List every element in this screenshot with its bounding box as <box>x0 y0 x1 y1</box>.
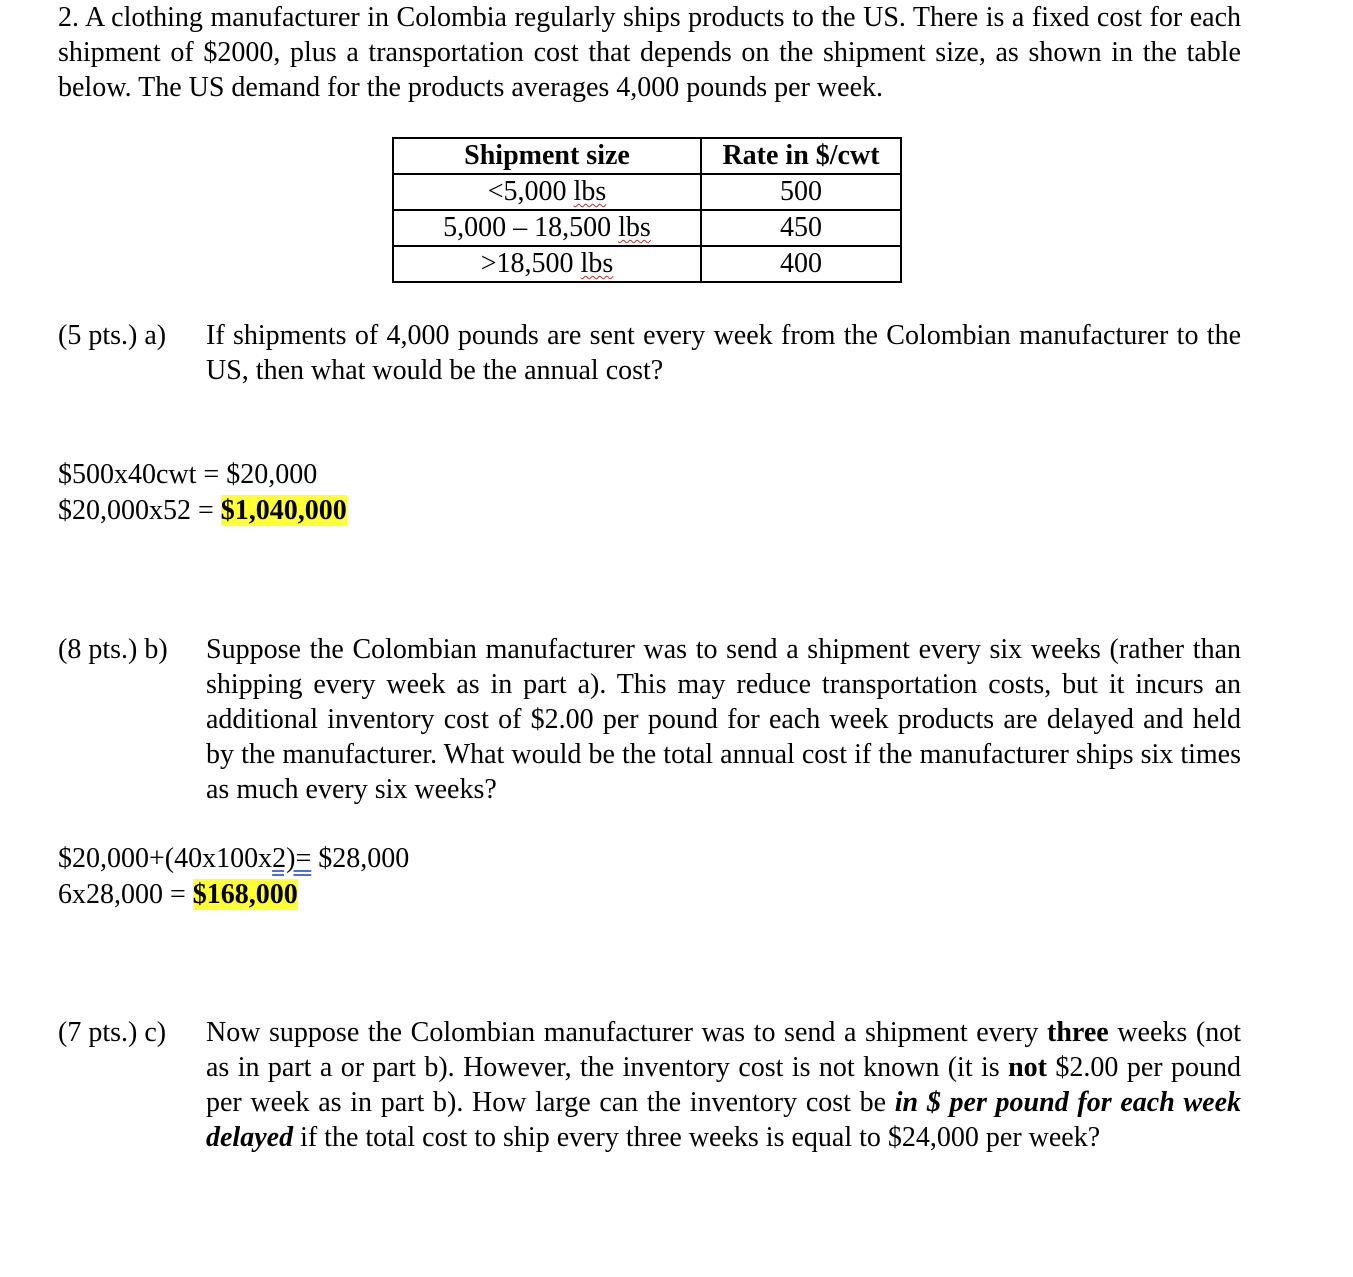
part-c-points: (7 pts.) c) <box>58 1017 167 1048</box>
part-b-calc-end: $28,000 <box>311 843 410 874</box>
header-rate: Rate in $/cwt <box>701 138 901 174</box>
part-b-calc-start: $20,000+(40x100x <box>58 843 273 874</box>
table-header-row <box>393 138 901 174</box>
size-unit: lbs <box>618 212 651 243</box>
cell-shipment-size <box>393 210 701 246</box>
cell-rate: 400 <box>701 246 901 282</box>
table-row <box>393 210 901 246</box>
part-a-points: (5 pts.) a) <box>58 320 167 351</box>
size-unit: lbs <box>573 176 607 207</box>
table-row <box>393 246 901 282</box>
table-row <box>393 174 901 210</box>
part-c-emphasis-three: three <box>1047 1017 1109 1048</box>
part-b-answer-line-1 <box>58 841 409 876</box>
part-b-result: $168,000 <box>192 879 298 910</box>
size-value: 5,000 – 18,500 <box>443 212 619 243</box>
part-c-text-3: $2.00 per pound per week as in part b). How large can the inventory cost be <box>206 1052 1241 1118</box>
size-value: <5,000 <box>487 176 574 207</box>
part-a-question: If shipments of 4,000 pounds are sent every week from the Colombian manufacturer to the US, then what would be the annual cost? <box>206 320 1241 386</box>
problem-intro: 2. A clothing manufacturer in Colombia regularly ships products to the US. There is a fixed cost for each shipment of $2000, plus a transportation cost that depends on the shipment size, as shown in the table below. The US demand for the products averages 4,000 pounds per week. <box>58 2 1241 103</box>
part-b-question: Suppose the Colombian manufacturer was to send a shipment every six weeks (rather than shipping every week as in part a). This may reduce transportation costs, but it incurs an additional inventory cost of $2.00 per pound for each week products are delayed and held by the manufacturer. What would be the total annual cost if the manufacturer ships six times as much every six weeks? <box>206 634 1241 805</box>
cell-rate: 500 <box>701 174 901 210</box>
size-unit: lbs <box>580 248 614 279</box>
part-c-emphasis-not: not <box>1008 1052 1048 1083</box>
part-b-calc: 6x28,000 = <box>58 879 193 910</box>
cell-rate: 450 <box>701 210 901 246</box>
shipment-rate-table <box>392 137 902 283</box>
part-a-answer-line-2 <box>58 493 347 528</box>
part-b-calc-underlined: 2)= <box>272 843 312 874</box>
part-a-answer-line-1: $500x40cwt = $20,000 <box>58 459 318 490</box>
cell-shipment-size <box>393 246 701 282</box>
part-b-answer-line-2 <box>58 877 298 912</box>
cell-shipment-size <box>393 174 701 210</box>
part-c-text-2: weeks (not as in part a or part b). However, the inventory cost is not known (it is <box>206 1017 1241 1083</box>
part-a-result: $1,040,000 <box>220 495 347 526</box>
part-c-emphasis-unit: in $ per pound for each week delayed <box>206 1087 1241 1153</box>
part-b-points: (8 pts.) b) <box>58 634 168 665</box>
header-shipment-size: Shipment size <box>393 138 701 174</box>
part-c-text-1: Now suppose the Colombian manufacturer was to send a shipment every <box>206 1017 1048 1048</box>
size-value: >18,500 <box>480 248 581 279</box>
part-a-calc: $20,000x52 = <box>58 495 221 526</box>
part-c-text-4: if the total cost to ship every three weeks is equal to $24,000 per week? <box>293 1122 1101 1153</box>
part-c-question <box>206 1015 1241 1155</box>
